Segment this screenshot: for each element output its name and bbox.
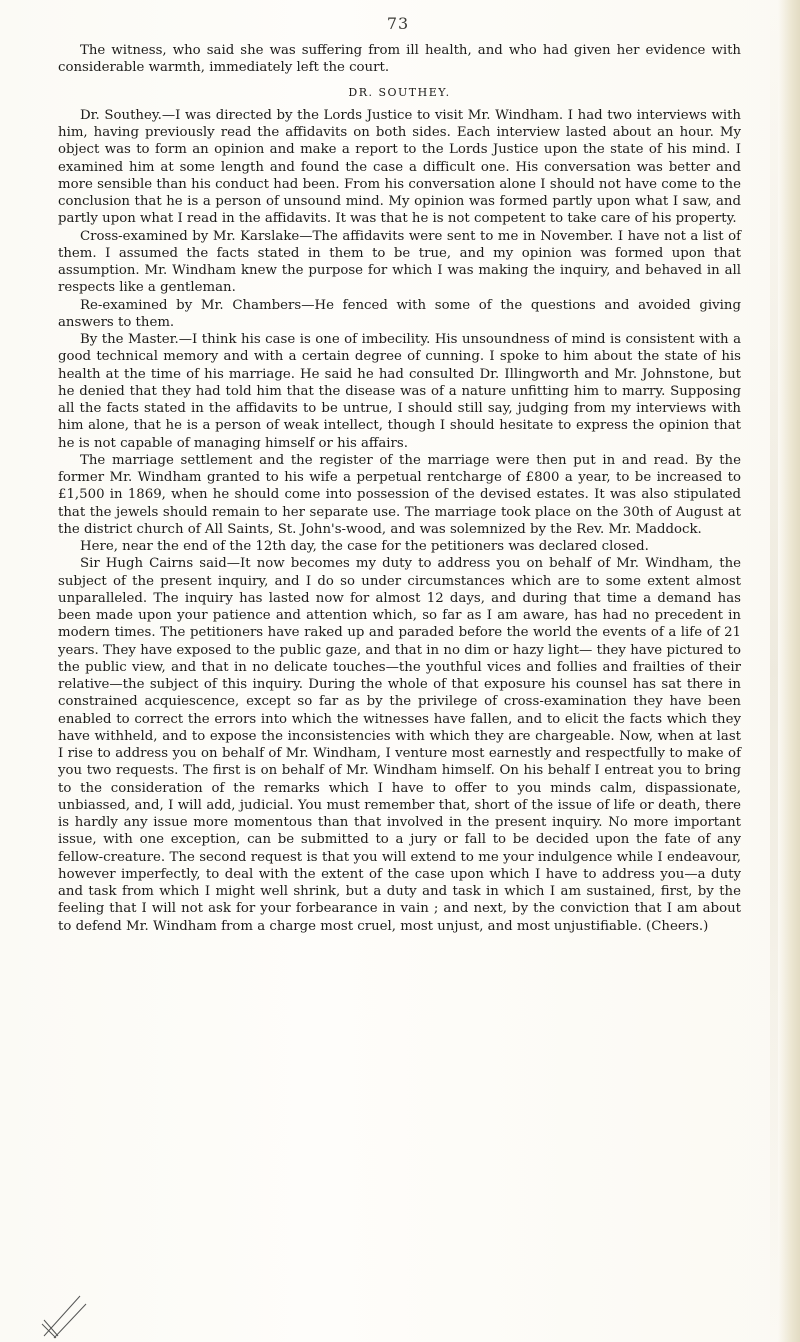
paragraph-re-examination: Re-examined by Mr. Chambers—He fenced with some of the questions and avoided giving answers to them.: [58, 297, 741, 330]
paragraph-marriage-settlement: The marriage settlement and the register of the marriage were then put in and read. By the former Mr. Windham granted to his wife a perpetual rentcharge of £800 a year, to be increased to £1,500 in 1869, when he should come into possession of the devised estates. It was also stipulated that the jewels should remain to her separate use. The marriage took place on the 30th of August at the district church of All Saints, St. John's-wood, and was solemnized by the Rev. Mr. Maddock.: [58, 452, 741, 537]
pencil-mark-icon: [40, 1290, 100, 1340]
page-margin-shadow: [770, 0, 778, 1342]
paragraph-cross-examination: Cross-examined by Mr. Karslake—The affidavits were sent to me in November. I have not a list of them. I assumed the facts stated in them to be true, and my opinion was formed upon that assumption. Mr. Windham knew the purpose for which I was making the inquiry, and behaved in all respects like a gentleman.: [58, 228, 741, 296]
paragraph-cairns-address: Sir Hugh Cairns said—It now becomes my duty to address you on behalf of Mr. Windham, the subject of the present inquiry, and I do so under circumstances which are to some extent almost unparalleled. The inquiry has lasted now for almost 12 days, and during that time a demand has been made upon your patience and attention which, so far as I am aware, has had no precedent in modern times. The petitioners have raked up and paraded before the world the events of a life of 21 years. They have exposed to the public gaze, and that in no dim or hazy light— they have pictured to the public view, and that in no delicate touches—the youthful vices and follies and frailties of their relative—the subject of this inquiry. During the whole of that exposure his counsel has sat there in constrained acquiescence, except so far as by the privilege of cross-examination they have been enabled to correct the errors into which the witnesses have fallen, and to elicit the facts which they have withheld, and to expose the inconsistencies with which they are chargeable. Now, when at last I rise to address you on behalf of Mr. Windham, I venture most earnestly and respectfully to make of you two requests. The first is on behalf of Mr. Windham himself. On his behalf I entreat you to bring to the consideration of the remarks which I have to offer to you minds calm, dispassionate, unbiassed, and, I will add, judicial. You must remember that, short of the issue of life or death, there is hardly any issue more momentous than that involved in the present inquiry. No more important issue, with one exception, can be submitted to a jury or fall to be decided upon the fate of any fellow-creature. The second request is that you will extend to me your indulgence while I endeavour, however imperfectly, to deal with the extent of the case upon which I have to address you—a duty and task from which I might well shrink, but a duty and task in which I am sustained, first, by the feeling that I will not ask for your forbearance in vain ; and next, by the conviction that I am about to defend Mr. Windham from a charge most cruel, most unjust, and most unjustifiable. (Cheers.): [58, 556, 741, 934]
paragraph-case-closed: Here, near the end of the 12th day, the case for the petitioners was declared closed.: [80, 539, 649, 554]
paragraph-southey-evidence: Dr. Southey.—I was directed by the Lords Justice to visit Mr. Windham. I had two interviews with him, having previously read the affidavits on both sides. Each interview lasted about an hour. My object was to form an opinion and make a report to the Lords Justice upon the state of his mind. I examined him at some length and found the case a difficult one. His conversation was better and more sensible than his conduct had been. From his conversation alone I should not have come to the conclusion that he is a person of unsound mind. My opinion was formed partly upon what I saw, and partly upon what I read in the affidavits. It was that he is not competent to take care of his property.: [58, 107, 741, 227]
page-edge: [778, 0, 800, 1342]
paragraph-by-the-master: By the Master.—I think his case is one of imbecility. His unsoundness of mind is consistent with a good technical memory and with a certain degree of cunning. I spoke to him about the state of his health at the time of his marriage. He said he had consulted Dr. Illingworth and Mr. Johnstone, but he denied that they had told him that the disease was of a nature unfitting him to marry. Supposing all the facts stated in the affidavits to be untrue, I should still say, judging from my interviews with him alone, that he is a person of weak intellect, though I should hesitate to express the opinion that he is not capable of managing himself or his affairs.: [58, 332, 741, 451]
page-number: 73: [386, 14, 410, 33]
body-text: [58, 42, 741, 935]
section-heading-southey: DR. SOUTHEY.: [348, 85, 451, 99]
paragraph-witness: The witness, who said she was suffering from ill health, and who had given her evidence with considerable warmth, immediately left the court.: [58, 43, 741, 76]
